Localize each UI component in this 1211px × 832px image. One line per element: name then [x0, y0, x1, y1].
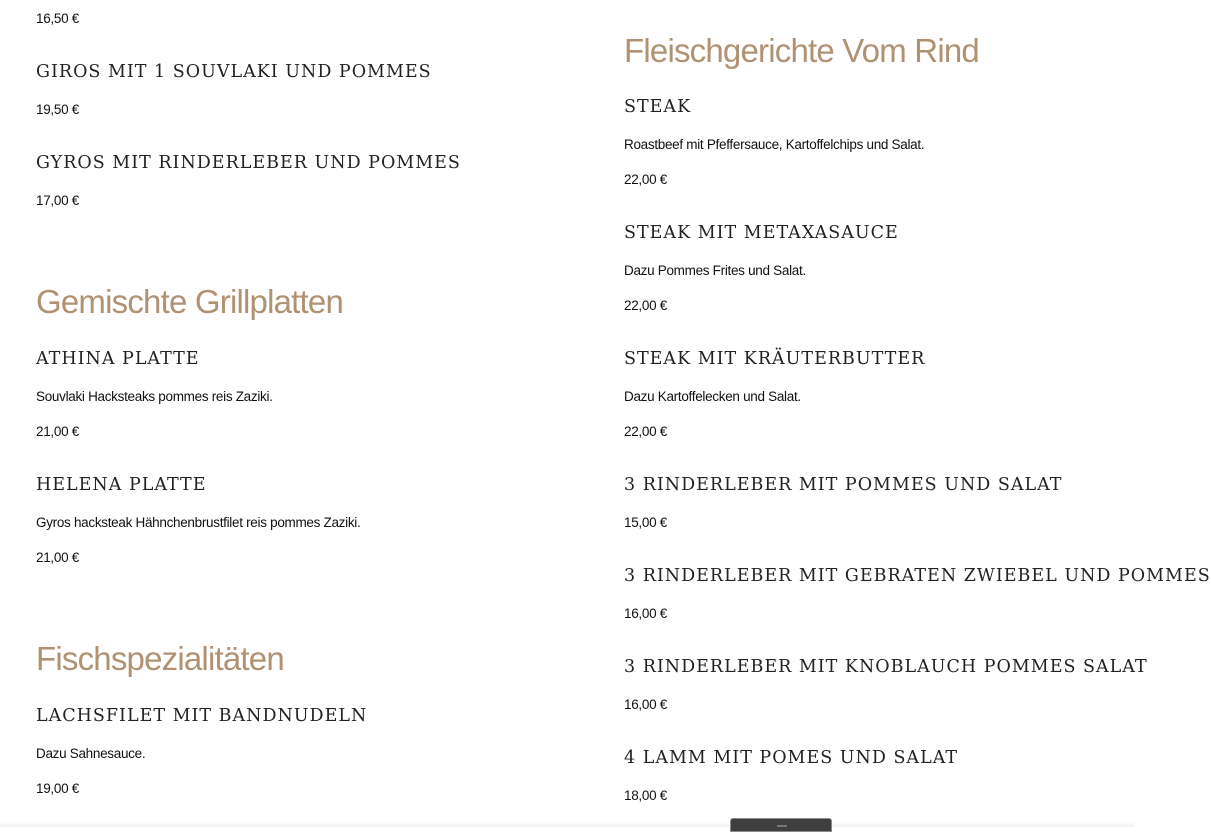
- dish-name: 3 RINDERLEBER MIT POMMES UND SALAT: [624, 475, 1063, 495]
- dish-description: Roastbeef mit Pfeffersauce, Kartoffelchips und Salat.: [624, 137, 925, 152]
- dish-name: ATHINA PLATTE: [36, 349, 200, 369]
- price: 17,00 €: [36, 193, 79, 208]
- price: 15,00 €: [624, 515, 667, 530]
- dish-name: 3 RINDERLEBER MIT KNOBLAUCH POMMES SALAT: [624, 657, 1148, 677]
- category-title: Fleischgerichte Vom Rind: [624, 32, 979, 69]
- price: 21,00 €: [36, 550, 79, 565]
- dish-name: STEAK MIT KRÄUTERBUTTER: [624, 349, 926, 369]
- price: 16,00 €: [624, 606, 667, 621]
- price: 19,00 €: [36, 781, 79, 796]
- dish-name: 3 RINDERLEBER MIT GEBRATEN ZWIEBEL UND POMMES: [624, 566, 1211, 586]
- dish-name: HELENA PLATTE: [36, 475, 207, 495]
- price: 16,50 €: [36, 11, 79, 26]
- dish-description: Dazu Kartoffelecken und Salat.: [624, 389, 801, 404]
- category-title: Gemischte Grillplatten: [36, 283, 344, 320]
- dish-name: GYROS MIT RINDERLEBER UND POMMES: [36, 153, 461, 173]
- dish-description: Gyros hacksteak Hähnchenbrustfilet reis pommes Zaziki.: [36, 515, 361, 530]
- dish-description: Dazu Sahnesauce.: [36, 746, 146, 761]
- dish-name: STEAK MIT METAXASAUCE: [624, 223, 899, 243]
- price: 18,00 €: [624, 788, 667, 803]
- price: 16,00 €: [624, 697, 667, 712]
- dish-description: Souvlaki Hacksteaks pommes reis Zaziki.: [36, 389, 273, 404]
- price: 22,00 €: [624, 424, 667, 439]
- price: 22,00 €: [624, 172, 667, 187]
- dish-name: LACHSFILET MIT BANDNUDELN: [36, 706, 368, 726]
- price: 21,00 €: [36, 424, 79, 439]
- category-title: Fischspezialitäten: [36, 640, 284, 677]
- dish-name: STEAK: [624, 97, 692, 117]
- dish-name: 4 LAMM MIT POMES UND SALAT: [624, 748, 959, 768]
- dish-name: GIROS MIT 1 SOUVLAKI UND POMMES: [36, 62, 432, 82]
- dish-description: Dazu Pommes Frites und Salat.: [624, 263, 806, 278]
- grip-icon: [777, 825, 787, 827]
- price: 22,00 €: [624, 298, 667, 313]
- bottom-edge: [0, 821, 1134, 827]
- floating-tab-button[interactable]: [730, 818, 832, 832]
- price: 19,50 €: [36, 102, 79, 117]
